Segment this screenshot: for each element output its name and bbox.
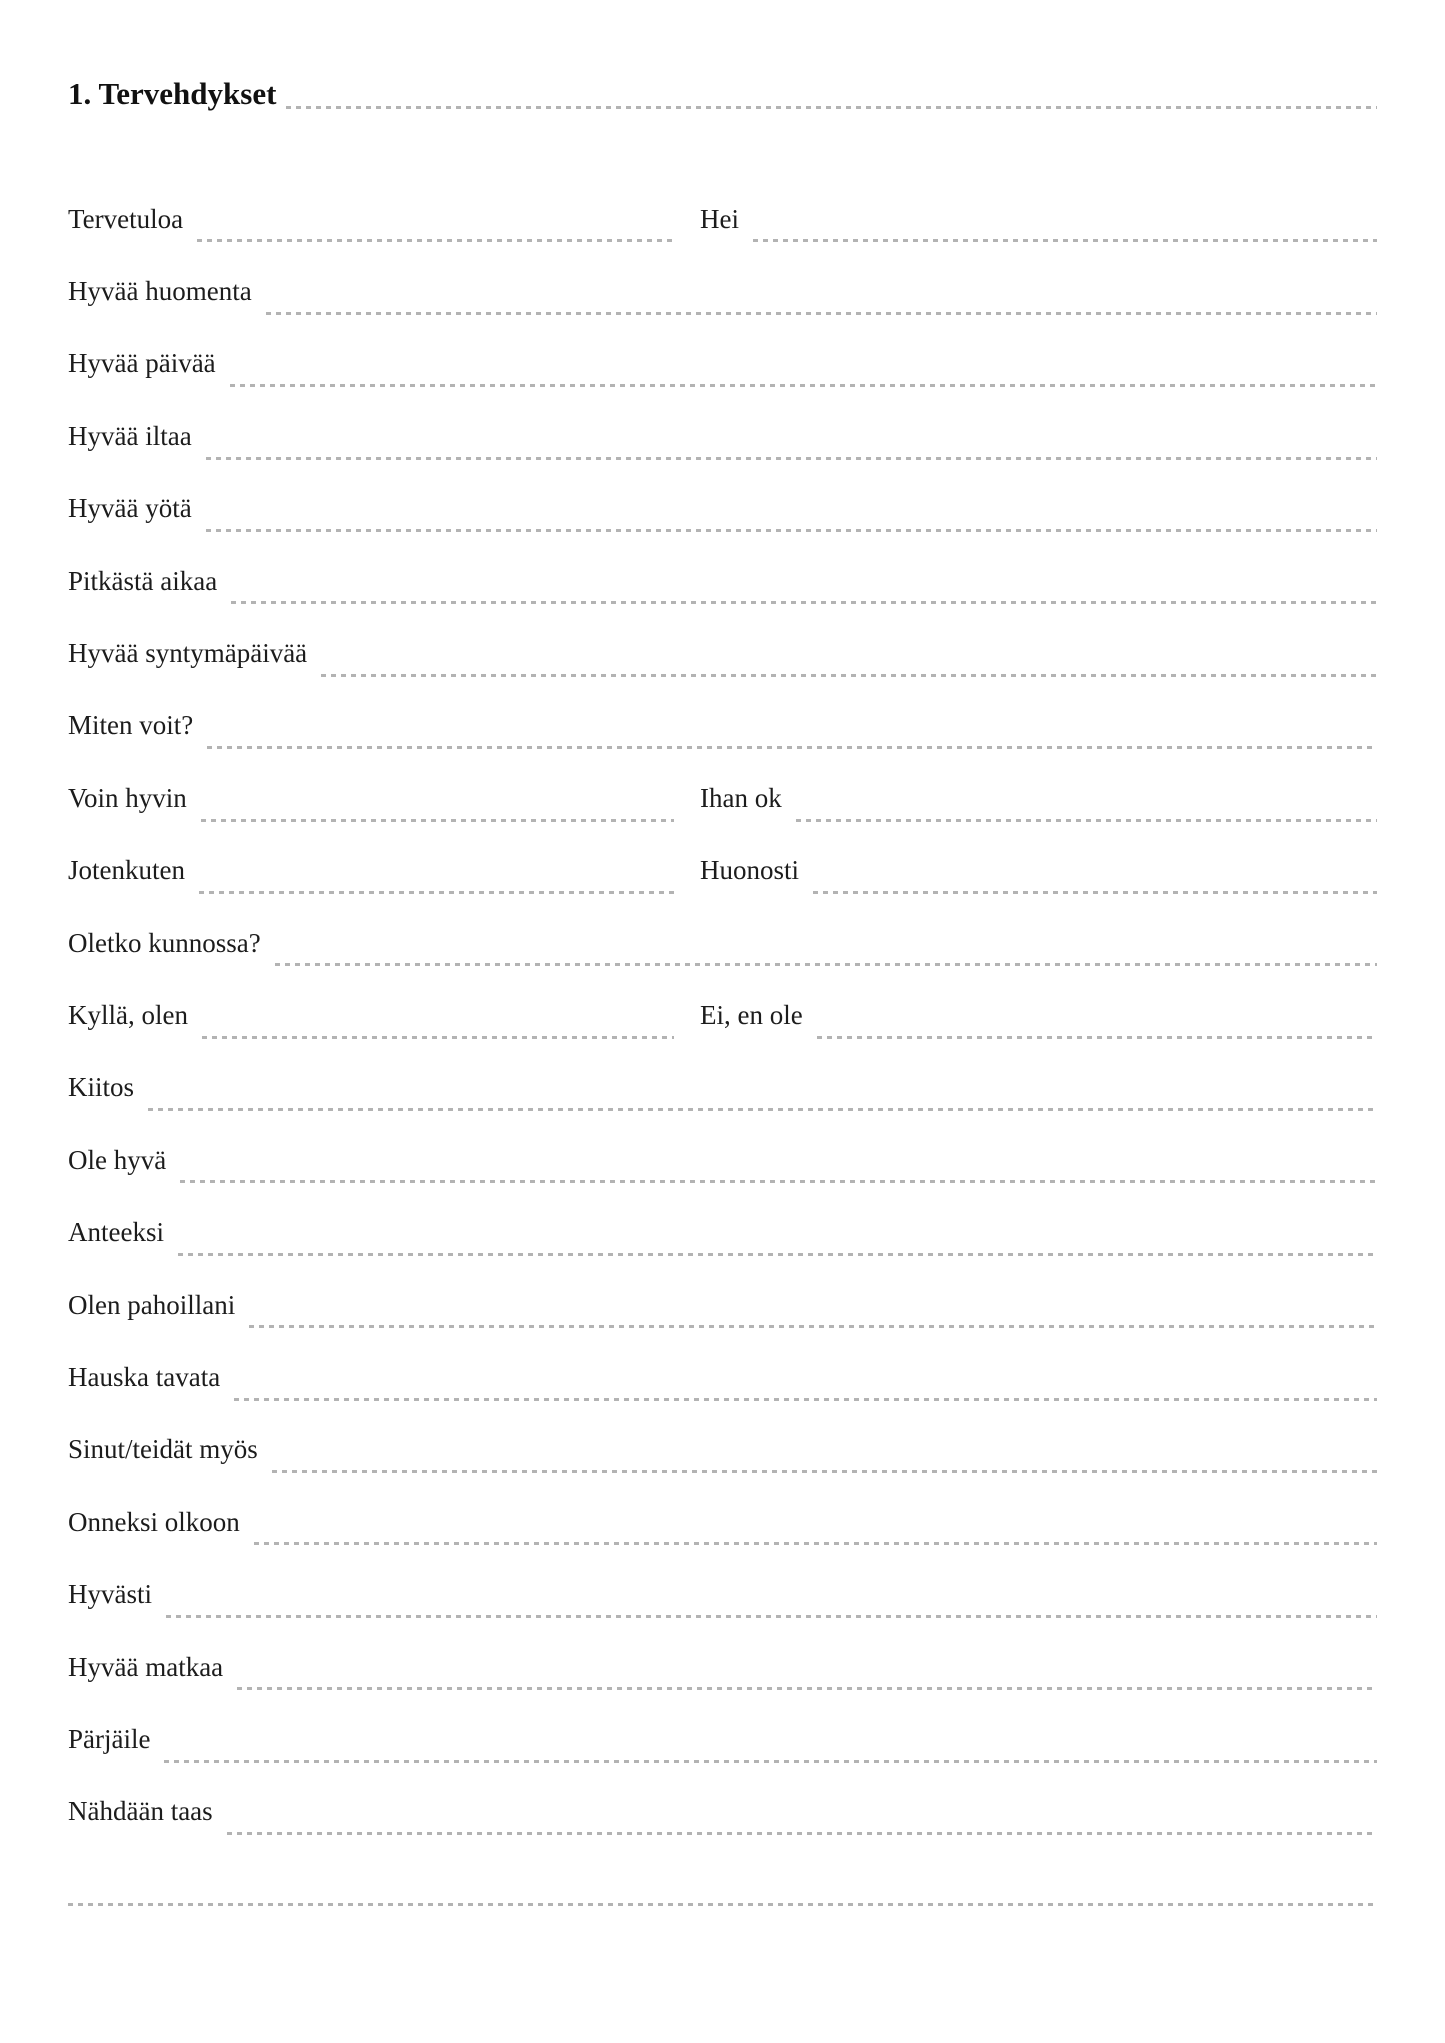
phrase-row [68, 1266, 1377, 1338]
phrase-label: Huonosti [700, 855, 800, 886]
phrase-label: Hei [700, 203, 739, 234]
phrase-row [68, 180, 1377, 252]
phrase-cell [68, 638, 1377, 677]
answer-line [753, 239, 1377, 242]
answer-line [166, 1615, 1377, 1618]
answer-line [237, 1687, 1377, 1690]
phrase-label: Hyvää päivää [68, 348, 216, 379]
phrase-label: Ole hyvä [68, 1144, 167, 1175]
phrase-list [68, 180, 1377, 1845]
phrase-label: Hyvää huomenta [68, 276, 252, 307]
phrase-cell [68, 1579, 1377, 1618]
phrase-label: Hyvää iltaa [68, 420, 192, 451]
phrase-cell [700, 855, 1377, 894]
answer-line [180, 1180, 1377, 1183]
phrase-label: Onneksi olkoon [68, 1506, 240, 1537]
phrase-row [68, 252, 1377, 324]
phrase-cell [68, 1144, 1377, 1184]
answer-line [230, 384, 1377, 387]
phrase-label: Olen pahoillani [68, 1289, 236, 1320]
phrase-cell [68, 927, 1377, 967]
answer-line [254, 1542, 1377, 1545]
phrase-label: Ihan ok [700, 782, 782, 813]
phrase-label: Pitkästä aikaa [68, 565, 218, 596]
phrase-row [68, 1049, 1377, 1121]
phrase-label: Anteeksi [68, 1217, 164, 1248]
phrase-row [68, 687, 1377, 759]
phrase-cell [68, 1217, 1377, 1256]
phrase-row [68, 1483, 1377, 1555]
phrase-row [68, 1700, 1377, 1772]
answer-line [249, 1325, 1377, 1328]
phrase-cell [68, 348, 1377, 387]
section-title: 1. Tervehdykset [68, 76, 277, 111]
phrase-row [68, 614, 1377, 686]
phrase-cell [68, 1651, 1377, 1691]
phrase-row [68, 976, 1377, 1048]
phrase-cell [68, 1289, 1377, 1329]
phrase-row [68, 470, 1377, 542]
phrase-label: Kyllä, olen [68, 1000, 188, 1030]
answer-line [197, 239, 674, 242]
phrase-label: Hyvää syntymäpäivää [68, 638, 308, 669]
answer-line [275, 963, 1377, 966]
phrase-row [68, 1121, 1377, 1193]
phrase-row [68, 397, 1377, 469]
answer-line [234, 1398, 1377, 1401]
phrase-cell [68, 1361, 1377, 1401]
phrase-row [68, 1338, 1377, 1410]
answer-line [148, 1108, 1377, 1111]
answer-line [206, 457, 1377, 460]
phrase-cell [68, 710, 1377, 749]
phrase-cell [68, 1796, 1377, 1835]
phrase-label: Sinut/teidät myös [68, 1434, 258, 1465]
phrase-row [68, 1773, 1377, 1845]
phrase-row [68, 832, 1377, 904]
phrase-row [68, 1193, 1377, 1265]
answer-line [207, 746, 1377, 749]
phrase-row [68, 325, 1377, 397]
phrase-label: Pärjäile [68, 1723, 151, 1754]
phrase-label: Hyvää yötä [68, 493, 192, 524]
phrase-cell [68, 1000, 674, 1039]
phrase-cell [700, 782, 1377, 822]
phrase-cell [68, 1506, 1377, 1546]
phrase-cell [68, 420, 1377, 460]
answer-line [321, 674, 1377, 677]
phrase-row [68, 542, 1377, 614]
phrase-row [68, 1411, 1377, 1483]
phrase-cell [68, 782, 674, 822]
section-title-block [68, 76, 1377, 112]
bottom-dotted-rule [68, 1903, 1377, 1906]
answer-line [227, 1832, 1377, 1835]
phrase-cell [68, 1072, 1377, 1111]
answer-line [202, 1036, 674, 1039]
phrase-cell [68, 203, 674, 243]
phrase-label: Tervetuloa [68, 203, 184, 234]
phrase-row [68, 1628, 1377, 1700]
phrase-row [68, 1555, 1377, 1627]
answer-line [164, 1760, 1377, 1763]
phrase-cell [700, 1000, 1377, 1039]
phrase-cell [68, 565, 1377, 605]
phrase-row [68, 759, 1377, 831]
answer-line [266, 312, 1377, 315]
phrase-label: Ei, en ole [700, 1000, 803, 1030]
phrase-label: Voin hyvin [68, 782, 187, 813]
phrase-label: Jotenkuten [68, 855, 185, 886]
answer-line [817, 1036, 1377, 1039]
phrase-cell [68, 1723, 1377, 1763]
answer-line [178, 1253, 1377, 1256]
answer-line [199, 891, 674, 894]
phrase-row [68, 904, 1377, 976]
phrase-cell [68, 855, 674, 894]
phrase-cell [700, 203, 1377, 243]
phrase-label: Kiitos [68, 1072, 135, 1103]
phrase-label: Hyvästi [68, 1579, 152, 1610]
phrase-label: Oletko kunnossa? [68, 927, 261, 958]
phrase-label: Miten voit? [68, 710, 194, 741]
answer-line [796, 819, 1377, 822]
phrase-cell [68, 1434, 1377, 1473]
phrase-label: Nähdään taas [68, 1796, 213, 1827]
title-dotted-line [286, 106, 1377, 109]
answer-line [201, 819, 674, 822]
answer-line [206, 529, 1377, 532]
answer-line [272, 1470, 1377, 1473]
phrase-label: Hyvää matkaa [68, 1651, 224, 1682]
phrase-cell [68, 493, 1377, 532]
phrase-cell [68, 276, 1377, 315]
phrase-label: Hauska tavata [68, 1361, 221, 1392]
answer-line [813, 891, 1377, 894]
answer-line [231, 601, 1377, 604]
